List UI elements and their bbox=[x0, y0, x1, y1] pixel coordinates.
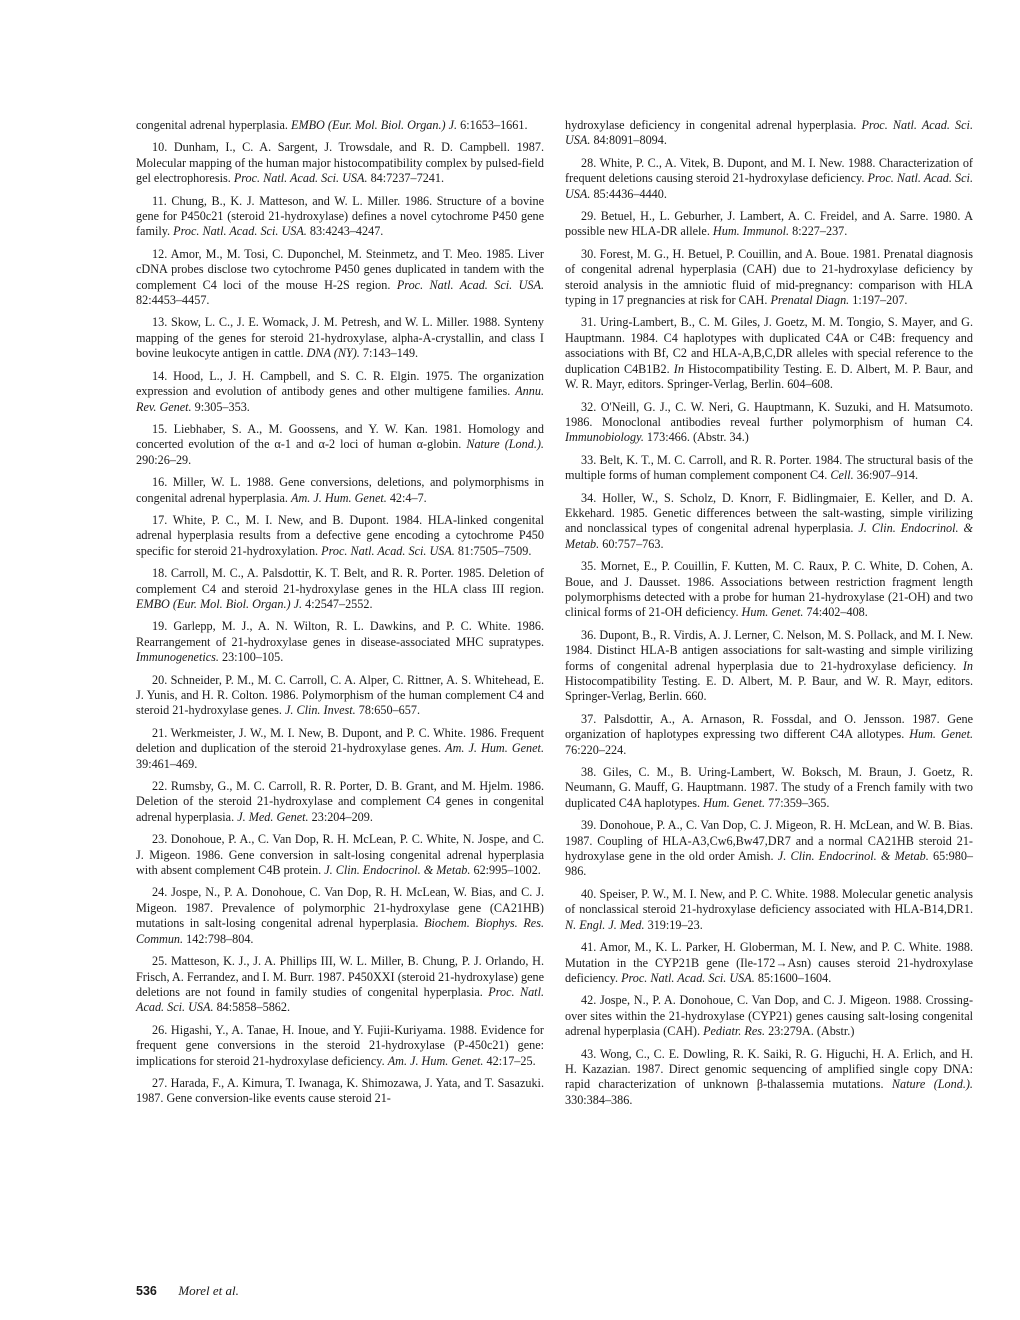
reference-citation: Histocompatibility Testing. E. D. Albert, M. P. Baur, and W. R. Mayr, editors. Springer-Verlag, Berlin. 660. bbox=[565, 674, 973, 704]
reference-citation: 1:197–207. bbox=[849, 293, 908, 308]
reference-entry bbox=[136, 779, 544, 825]
reference-citation: 76:220–224. bbox=[565, 742, 627, 757]
reference-journal: DNA (NY). bbox=[306, 346, 360, 361]
reference-citation: 4:2547–2552. bbox=[302, 596, 373, 611]
reference-citation: 39:461–469. bbox=[136, 756, 198, 771]
reference-entry bbox=[136, 1076, 544, 1107]
reference-journal: Nature (Lond.). bbox=[466, 437, 544, 452]
reference-journal: Proc. Natl. Acad. Sci. USA. bbox=[621, 970, 755, 985]
reference-text: 37. Palsdottir, A., A. Arnason, R. Fossdal, and O. Jensson. 1987. Gene organization of haplotypes expressing two different C4A allotypes. bbox=[565, 711, 973, 742]
reference-entry bbox=[565, 559, 973, 621]
reference-text: 19. Garlepp, M. J., A. N. Wilton, R. L. Dawkins, and P. C. White. 1986. Rearrangement of 21-hydroxylase genes in disease-associated MHC supratypes. bbox=[136, 619, 544, 649]
reference-text: 30. Forest, M. G., H. Betuel, P. Couillin, and A. Boue. 1981. Prenatal diagnosis of congenital adrenal hyperplasia (CAH) due to 21-hydroxylase deficiency by steroid analysis in the amniotic fluid of mid-pregnancy: comparison with HLA typing in 17 pregnancies at risk for CAH. bbox=[565, 246, 973, 308]
reference-entry bbox=[136, 1023, 544, 1069]
reference-entry bbox=[565, 209, 973, 240]
reference-entry bbox=[565, 453, 973, 484]
reference-journal: Biochem. Biophys. Res. Commun. bbox=[136, 916, 544, 946]
reference-citation: 330:384–386. bbox=[565, 1092, 633, 1107]
reference-journal: Immunobiology. bbox=[565, 430, 644, 445]
page-number: 536 bbox=[136, 1284, 157, 1298]
reference-citation: 8:227–237. bbox=[789, 224, 848, 239]
reference-citation: 84:8091–8094. bbox=[590, 133, 667, 148]
reference-text: 22. Rumsby, G., M. C. Carroll, R. R. Porter, D. B. Grant, and M. Hjelm. 1986. Deletion of the steroid 21-hydroxylase and complement C4 genes in congenital adrenal hyperplasia. bbox=[136, 779, 544, 824]
reference-entry bbox=[565, 247, 973, 309]
reference-entry bbox=[136, 194, 544, 240]
reference-journal: Hum. Genet. bbox=[703, 795, 766, 810]
reference-citation: 85:4436–4440. bbox=[590, 186, 667, 201]
reference-text: 42. Jospe, N., P. A. Donohoue, C. Van Dop, and C. J. Migeon. 1988. Crossing-over sites within the 21-hydroxylase (CYP21) genes causing salt-losing congenital adrenal hyperplasia (CAH). bbox=[565, 993, 973, 1039]
reference-entry bbox=[136, 832, 544, 878]
reference-entry bbox=[136, 513, 544, 559]
reference-journal: Cell. bbox=[830, 468, 854, 483]
reference-citation: 23:100–105. bbox=[218, 650, 284, 665]
reference-entry bbox=[136, 475, 544, 506]
reference-text: 43. Wong, C., C. E. Dowling, R. K. Saiki, R. G. Higuchi, H. A. Erlich, and H. H. Kazazian. 1987. Direct genomic sequencing of amplified single copy DNA: rapid characterization of unknown β-thalassemia mutations. bbox=[565, 1046, 973, 1092]
reference-journal: Am. J. Hum. Genet. bbox=[291, 490, 387, 505]
reference-citation: 142:798–804. bbox=[183, 931, 254, 946]
reference-citation: 7:143–149. bbox=[359, 346, 419, 361]
reference-citation: 85:1600–1604. bbox=[754, 970, 832, 985]
reference-citation: 23:204–209. bbox=[308, 809, 373, 824]
reference-entry bbox=[136, 566, 544, 612]
reference-text: 39. Donohoue, P. A., C. Van Dop, C. J. Migeon, R. H. McLean, and W. B. Bias. 1987. Coupling of HLA-A3,Cw6,Bw47,DR7 and a normal CA21HB steroid 21-hydroxylase gene in the old order Amish. bbox=[565, 818, 973, 864]
reference-text: 29. Betuel, H., L. Geburher, J. Lambert, A. C. Freidel, and A. Sarre. 1980. A possible new HLA-DR allele. bbox=[565, 209, 973, 239]
reference-journal: Proc. Natl. Acad. Sci. USA. bbox=[321, 543, 455, 558]
reference-entry bbox=[136, 369, 544, 415]
reference-journal: Am. J. Hum. Genet. bbox=[387, 1053, 484, 1068]
reference-text: 35. Mornet, E., P. Couillin, F. Kutten, M. C. Raux, P. C. White, D. Cohen, A. Boue, and J. Dausset. 1986. Associations between restriction fragment length polymorphisms detected with a probe for human 21-hydroxylase (21-OH) and two clinical forms of 21-OH deficiency. bbox=[565, 559, 973, 620]
reference-journal: In bbox=[962, 658, 973, 673]
reference-citation: 290:26–29. bbox=[136, 452, 192, 467]
reference-journal: J. Med. Genet. bbox=[237, 809, 309, 824]
reference-citation: 78:650–657. bbox=[355, 703, 421, 718]
reference-entry bbox=[565, 400, 973, 446]
reference-journal: In bbox=[673, 361, 684, 376]
reference-journal: Proc. Natl. Acad. Sci. USA. bbox=[173, 224, 307, 239]
reference-entry bbox=[136, 118, 544, 133]
reference-journal: J. Clin. Endocrinol. & Metab. bbox=[777, 849, 929, 864]
reference-entry bbox=[136, 673, 544, 719]
reference-entry bbox=[136, 885, 544, 947]
reference-journal: Proc. Natl. Acad. Sci. USA. bbox=[396, 277, 544, 292]
reference-journal: J. Clin. Endocrinol. & Metab. bbox=[324, 863, 471, 878]
reference-citation: 6:1653–1661. bbox=[457, 118, 528, 132]
reference-entry bbox=[136, 726, 544, 772]
reference-citation: 62:995–1002. bbox=[470, 863, 541, 878]
reference-text: 31. Uring-Lambert, B., C. M. Giles, J. Goetz, M. M. Tongio, S. Mayer, and G. Hauptmann. 1984. C4 haplotypes with duplicated C4A or C4B: frequency and associations with Bf, C2 and HLA-A,B,C,DR alleles with special reference to the duplication C4B1B2. bbox=[565, 315, 973, 376]
reference-text: 12. Amor, M., M. Tosi, C. Duponchel, M. Steinmetz, and T. Meo. 1985. Liver cDNA probes disclose two cytochrome P450 genes duplicated in tandem with the complement C4 loci of the mouse H-2S region. bbox=[136, 246, 544, 292]
reference-journal: EMBO (Eur. Mol. Biol. Organ.) J. bbox=[291, 118, 458, 132]
reference-journal: Hum. Genet. bbox=[741, 605, 804, 620]
reference-text: 24. Jospe, N., P. A. Donohoue, C. Van Dop, R. H. McLean, W. Bias, and C. J. Migeon. 1987. Prevalence of polymorphic 21-hydroxylase gene (CA21HB) mutations in salt-losing congenital adrenal hyperplasia. bbox=[136, 885, 544, 931]
reference-text: 34. Holler, W., S. Scholz, D. Knorr, F. Bidlingmaier, E. Keller, and D. A. Ekkehard. 1985. Genetic differences between the salt-wasting, simple virilizing and nonclassical types of congenital adrenal hyperplasia. bbox=[565, 490, 973, 536]
reference-entry bbox=[565, 315, 973, 392]
reference-entry bbox=[136, 247, 544, 309]
reference-text: 40. Speiser, P. W., M. I. New, and P. C. White. 1988. Molecular genetic analysis of nonclassical steroid 21-hydroxylase deficiency associated with HLA-B14,DR1. bbox=[565, 886, 973, 917]
reference-journal: J. Clin. Invest. bbox=[284, 703, 356, 718]
reference-entry bbox=[565, 118, 973, 149]
reference-entry bbox=[565, 1047, 973, 1109]
reference-journal: J. Clin. Endocrinol. & Metab. bbox=[565, 521, 973, 551]
reference-text: 33. Belt, K. T., M. C. Carroll, and R. R. Porter. 1984. The structural basis of the multiple forms of human complement component C4. bbox=[565, 452, 973, 483]
reference-citation: 9:305–353. bbox=[191, 399, 250, 414]
reference-text: 13. Skow, L. C., J. E. Womack, J. M. Petresh, and W. L. Miller. 1988. Synteny mapping of the genes for steroid 21-hydroxylase, alpha-A-crystallin, and class I bovine leukocyte antigen in cattle. bbox=[136, 315, 544, 361]
reference-journal: Proc. Natl. Acad. Sci. USA. bbox=[565, 118, 973, 148]
reference-citation: 319:19–23. bbox=[644, 917, 703, 932]
reference-entry bbox=[565, 818, 973, 880]
reference-text: 36. Dupont, B., R. Virdis, A. J. Lerner, C. Nelson, M. S. Pollack, and M. I. New. 1984. Distinct HLA-B antigen associations for salt-wasting and simple virilizing forms of congenital adrenal hyperplasia due to 21-hydroxylase deficiency. bbox=[565, 627, 973, 673]
reference-citation: 83:4243–4247. bbox=[306, 224, 384, 239]
reference-citation: 42:4–7. bbox=[386, 490, 427, 505]
reference-journal: Proc. Natl. Acad. Sci. USA. bbox=[136, 984, 545, 1015]
reference-journal: N. Engl. J. Med. bbox=[565, 917, 645, 932]
reference-entry bbox=[565, 993, 973, 1039]
reference-citation: 84:7237–7241. bbox=[367, 171, 445, 186]
reference-entry bbox=[565, 491, 973, 553]
reference-text: 16. Miller, W. L. 1988. Gene conversions, deletions, and polymorphisms in congenital adrenal hyperplasia. bbox=[136, 475, 544, 505]
reference-citation: 65:980–986. bbox=[565, 849, 974, 879]
reference-text: 17. White, P. C., M. I. New, and B. Dupont. 1984. HLA-linked congenital adrenal hyperplasia results from a defective gene encoding a cytochrome P450 specific for steroid 21-hydroxylation. bbox=[136, 512, 544, 558]
running-author: Morel et al. bbox=[178, 1283, 239, 1298]
reference-entry bbox=[136, 315, 544, 361]
reference-column-left bbox=[136, 118, 544, 1114]
reference-entry bbox=[136, 954, 544, 1016]
reference-citation: 81:7505–7509. bbox=[454, 543, 532, 558]
reference-text: 27. Harada, F., A. Kimura, T. Iwanaga, K. Shimozawa, J. Yata, and T. Sasazuki. 1987. Gene conversion-like events cause steroid 21- bbox=[136, 1075, 544, 1106]
reference-text: 41. Amor, M., K. L. Parker, H. Globerman, M. I. New, and P. C. White. 1988. Mutation in the CYP21B gene (Ile-172→Asn) causes steroid 21-hydroxylase deficiency. bbox=[565, 940, 973, 985]
reference-text: hydroxylase deficiency in congenital adrenal hyperplasia. bbox=[565, 118, 862, 132]
reference-journal: Am. J. Hum. Genet. bbox=[445, 741, 544, 756]
reference-entry bbox=[565, 712, 973, 758]
reference-journal: Proc. Natl. Acad. Sci. USA. bbox=[565, 171, 973, 201]
reference-text: 32. O'Neill, G. J., C. W. Neri, G. Hauptmann, K. Suzuki, and H. Matsumoto. 1986. Monoclonal antibodies reveal further polymorphism of human C4. bbox=[565, 399, 973, 429]
reference-entry bbox=[565, 156, 973, 202]
reference-entry bbox=[565, 887, 973, 933]
reference-journal: Hum. Immunol. bbox=[712, 224, 790, 239]
reference-entry bbox=[565, 940, 973, 986]
reference-entry bbox=[136, 422, 544, 468]
reference-citation: 36:907–914. bbox=[853, 468, 919, 483]
reference-citation: Histocompatibility Testing. E. D. Albert, M. P. Baur, and W. R. Mayr, editors. Springer-Verlag, Berlin. 604–608. bbox=[565, 361, 974, 392]
reference-text: 20. Schneider, P. M., M. C. Carroll, C. A. Alper, C. Rittner, A. S. Whitehead, E. J. Yunis, and H. R. Colton. 1986. Polymorphism of the human complement C4 and steroid 21-hydroxylase genes. bbox=[136, 672, 544, 718]
reference-text: 26. Higashi, Y., A. Tanae, H. Inoue, and Y. Fujii-Kuriyama. 1988. Evidence for frequent gene conversions in the steroid 21-hydroxylase (P-450c21) gene: implications for steroid 21-hydroxylase deficiency. bbox=[136, 1022, 544, 1068]
reference-citation: 74:402–408. bbox=[803, 605, 868, 620]
reference-entry bbox=[136, 140, 544, 186]
reference-citation: 82:4453–4457. bbox=[136, 293, 210, 308]
reference-citation: 84:5858–5862. bbox=[213, 1000, 291, 1015]
reference-text: 18. Carroll, M. C., A. Palsdottir, K. T. Belt, and R. R. Porter. 1985. Deletion of complement C4 and steroid 21-hydroxylase genes in the HLA class III region. bbox=[136, 566, 544, 596]
reference-text: 15. Liebhaber, S. A., M. Goossens, and Y. W. Kan. 1981. Homology and concerted evolution of the α-1 and α-2 loci of human α-globin. bbox=[136, 421, 544, 452]
reference-journal: EMBO (Eur. Mol. Biol. Organ.) J. bbox=[136, 596, 303, 611]
reference-journal: Prenatal Diagn. bbox=[770, 293, 850, 308]
reference-text: 14. Hood, L., J. H. Campbell, and S. C. R. Elgin. 1975. The organization expression and evolution of antibody genes and other multigene families. bbox=[136, 368, 544, 399]
page-footer bbox=[136, 1283, 239, 1299]
reference-text: 10. Dunham, I., C. A. Sargent, J. Trowsdale, and R. D. Campbell. 1987. Molecular mapping of the human major histocompatibility complex by pulsed-field gel electrophoresis. bbox=[136, 140, 544, 186]
reference-journal: Pediatr. Res. bbox=[703, 1024, 766, 1039]
reference-journal: Nature (Lond.). bbox=[891, 1077, 973, 1092]
reference-citation: 42:17–25. bbox=[483, 1053, 536, 1068]
reference-text: congenital adrenal hyperplasia. bbox=[136, 118, 291, 132]
reference-journal: Proc. Natl. Acad. Sci. USA. bbox=[233, 171, 368, 186]
reference-entry bbox=[136, 619, 544, 665]
reference-text: 23. Donohoue, P. A., C. Van Dop, R. H. McLean, P. C. White, N. Jospe, and C. J. Migeon. 1986. Gene conversion in salt-losing congenital adrenal hyperplasia with absent complement C4B protein. bbox=[136, 832, 544, 878]
reference-entry bbox=[565, 628, 973, 705]
reference-text: 21. Werkmeister, J. W., M. I. New, B. Dupont, and P. C. White. 1986. Frequent deletion and duplication of the steroid 21-hydroxylase genes. bbox=[136, 725, 544, 756]
reference-citation: 23:279A. (Abstr.) bbox=[765, 1024, 855, 1039]
reference-text: 11. Chung, B., K. J. Matteson, and W. L. Miller. 1986. Structure of a bovine gene for P450c21 (steroid 21-hydroxylase) defines a novel cytochrome P450 gene family. bbox=[136, 193, 544, 239]
reference-citation: 173:466. (Abstr. 34.) bbox=[643, 430, 749, 445]
reference-journal: Annu. Rev. Genet. bbox=[136, 384, 544, 414]
reference-text: 28. White, P. C., A. Vitek, B. Dupont, and M. I. New. 1988. Characterization of frequent deletions causing steroid 21-hydroxylase deficiency. bbox=[565, 155, 973, 186]
reference-citation: 60:757–763. bbox=[599, 536, 664, 551]
reference-entry bbox=[565, 765, 973, 811]
reference-journal: Hum. Genet. bbox=[909, 727, 974, 742]
reference-text: 25. Matteson, K. J., J. A. Phillips III, W. L. Miller, B. Chung, P. J. Orlando, H. Frisch, A. Ferrandez, and I. M. Burr. 1987. P450XXI (steroid 21-hydroxylase) gene deletions are not found in family studies of congenital hyperplasia. bbox=[136, 954, 544, 999]
reference-journal: Immunogenetics. bbox=[136, 650, 219, 665]
reference-column-right bbox=[565, 118, 973, 1115]
reference-text: 38. Giles, C. M., B. Uring-Lambert, W. Boksch, M. Braun, J. Goetz, R. Neumann, G. Mauff, G. Hauptmann. 1987. The study of a French family with two duplicated C4A haplotypes. bbox=[565, 765, 973, 810]
reference-citation: 77:359–365. bbox=[765, 795, 830, 810]
